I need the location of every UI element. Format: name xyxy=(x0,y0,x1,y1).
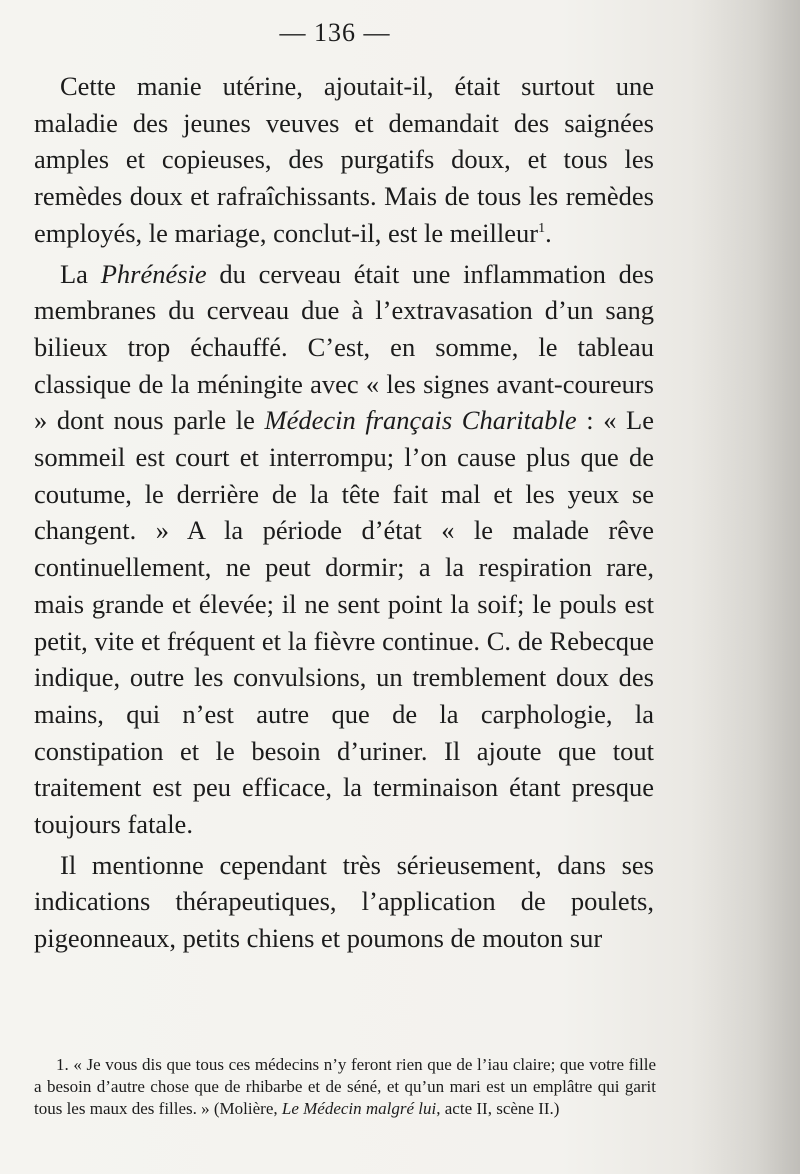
footnote-reference[interactable]: 1 xyxy=(538,220,546,236)
paragraph-2-text-1: du cerveau était une inflammation des membranes du cerveau due à l’extravasation d’un sang bilieux trop échauffé. C’est, en somme, le tableau classique de la méningite avec « les signes avant-coureurs » dont nous parle le xyxy=(34,258,654,436)
page-number: — 136 — xyxy=(279,18,391,47)
paragraph-2-text-2: : « Le sommeil est court et interrompu; l’on cause plus que de coutume, le derrière de la tête fait mal et les yeux se changent. » A la période d’état « le malade rêve continuellement, ne peut dormir; a la respiration rare, mais grande et élevée; il ne sent point la soif; le pouls est petit, vite et fréquent et la fièvre continue. C. de Rebecque indique, outre les convulsions, un tremblement doux des mains, qui n’est autre que de la carphologie, la constipation et le besoin d’uriner. Il ajoute que tout traitement est peu efficace, la terminaison étant presque toujours fatale. xyxy=(34,405,654,840)
paragraph-1: Cette manie utérine, ajoutait-il, était surtout une maladie des jeunes veuves et demandait des saignées amples et copieuses, des purgatifs doux, et tous les remèdes doux et rafraîchissants. Mais de tous les remèdes employés, le mariage, conclut-il, est le meilleur$^1$. xyxy=(34,71,654,248)
footnote-marker: 1. xyxy=(56,1055,69,1074)
paragraph-3-text: Il mentionne cependant très sérieusement, dans ses indications thérapeutiques, l’application de poulets, pigeonneaux, petits chiens et poumons de mouton sur xyxy=(34,849,654,954)
paragraph-2 xyxy=(34,256,654,843)
footnote-text-2: , acte II, scène II.) xyxy=(436,1099,560,1118)
paragraph-1-text: Cette manie utérine, ajoutait-il, était surtout une maladie des jeunes veuves et demandait des saignées amples et copieuses, des purgatifs doux, et tous les remèdes doux et rafraîchissants. Mais de tous les remèdes employés, le mariage, conclut-il, est le meilleur xyxy=(34,71,654,248)
body-text xyxy=(34,68,654,961)
footnote xyxy=(34,1054,656,1120)
book-title-medecin-charitable: Médecin français Charitable xyxy=(264,405,577,436)
term-phrenesie: Phrénésie xyxy=(100,258,207,289)
paragraph-2-lead: La xyxy=(60,258,101,289)
footnote-play-title: Le Médecin malgré lui xyxy=(281,1099,437,1118)
footnote-text-1: « Je vous dis que tous ces médecins n’y feront rien que de l’iau claire; que votre fille a besoin d’autre chose que de rhibarbe et de séné, et qu’un mari est un emplâtre qui garit tous les maux des filles. » (Molière, xyxy=(34,1055,656,1118)
page-gutter-shadow xyxy=(690,0,800,1174)
paragraph-3 xyxy=(34,847,654,957)
